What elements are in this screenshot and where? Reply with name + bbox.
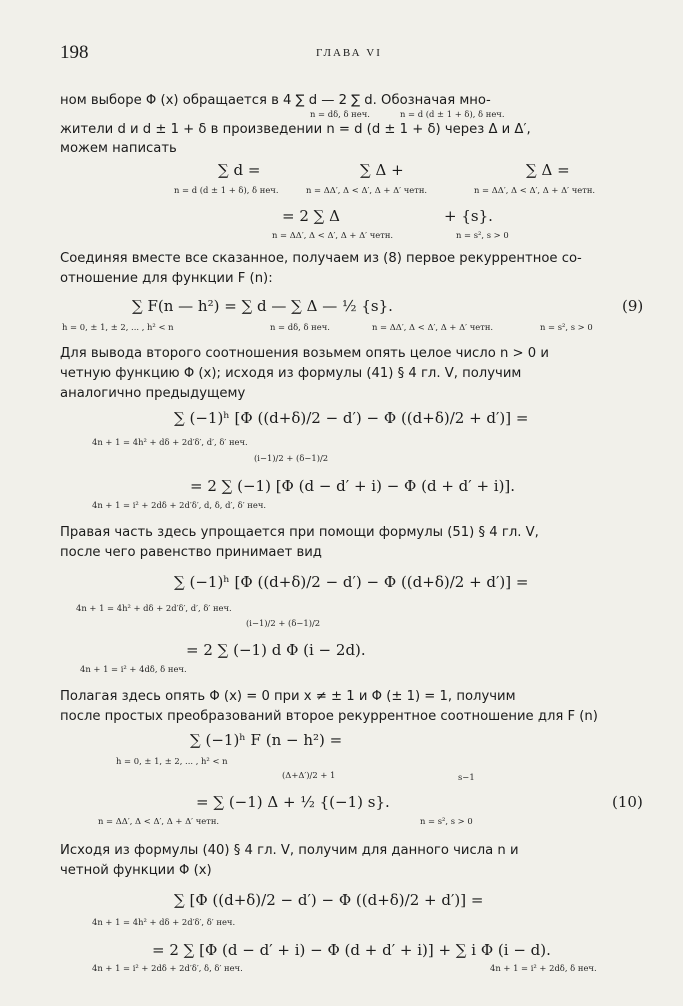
eqC-line1: ∑ (−1)ʰ [Φ ((d+δ)/2 − d′) − Φ ((d+δ)/2 + d′)] = <box>174 573 529 591</box>
eqD-sub2: 4n + 1 = i² + 2dδ + 2d′δ′, δ, δ′ неч. <box>92 963 243 973</box>
eq9-sub2: n = dδ, δ неч. <box>270 322 330 332</box>
para3-line1: Для вывода второго соотношения возьмем опять целое число n > 0 и <box>60 346 549 361</box>
eqA-line2-term2: + {s}. <box>444 207 493 225</box>
eq10-sub1: h = 0, ± 1, ± 2, ... , h² < n <box>116 756 228 766</box>
eqA-line2-sub1: n = ΔΔ′, Δ < Δ′, Δ + Δ′ четн. <box>272 230 394 240</box>
eqB-exponent: (i−1)/2 + (δ−1)/2 <box>254 453 329 463</box>
para1-line1: ном выборе Φ (x) обращается в 4 ∑ d — 2 ∑ d. Обозначая мно- <box>60 93 491 108</box>
eqB-line2: = 2 ∑ (−1) [Φ (d − d′ + i) − Φ (d + d′ + i)]. <box>190 477 516 495</box>
para5-line1: Полагая здесь опять Φ (x) = 0 при x ≠ ± 1 и Φ (± 1) = 1, получим <box>60 689 516 704</box>
eqB-sub2: 4n + 1 = i² + 2dδ + 2d′δ′, d, δ, d′, δ′ неч. <box>92 500 267 510</box>
para2-line2: отношение для функции F (n): <box>60 271 273 286</box>
eqB-sub1: 4n + 1 = 4h² + dδ + 2d′δ′, d′, δ′ неч. <box>92 437 248 447</box>
eqA-sub2: n = ΔΔ′, Δ < Δ′, Δ + Δ′ четн. <box>306 185 428 195</box>
para5-line2: после простых преобразований второе рекуррентное соотношение для F (n) <box>60 709 598 724</box>
eq9-sub3: n = ΔΔ′, Δ < Δ′, Δ + Δ′ четн. <box>372 322 494 332</box>
eq10-exponent1: (Δ+Δ′)/2 + 1 <box>282 770 336 780</box>
page-number: 198 <box>60 42 89 63</box>
chapter-title: ГЛАВА VI <box>316 47 382 59</box>
eq9-main: ∑ F(n — h²) = ∑ d — ∑ Δ — ½ {s}. <box>132 297 393 315</box>
eqC-line2: = 2 ∑ (−1) d Φ (i − 2d). <box>186 641 366 659</box>
eqA-term1: ∑ d = <box>218 161 261 179</box>
eqA-term2: ∑ Δ + <box>360 161 404 179</box>
eqC-exponent: (i−1)/2 + (δ−1)/2 <box>246 618 321 628</box>
eq10-exponent2: s−1 <box>458 772 475 782</box>
eq10-number: (10) <box>612 793 643 811</box>
eq10-sub2: n = ΔΔ′, Δ < Δ′, Δ + Δ′ четн. <box>98 816 220 826</box>
para1-line2: жители d и d ± 1 + δ в произведении n = d (d ± 1 + δ) через Δ и Δ′, <box>60 122 531 137</box>
eqB-line1: ∑ (−1)ʰ [Φ ((d+δ)/2 − d′) − Φ ((d+δ)/2 + d′)] = <box>174 409 529 427</box>
eq9-sub4: n = s², s > 0 <box>540 322 593 332</box>
para6-line2: четной функции Φ (x) <box>60 863 212 878</box>
eqD-sub3: 4n + 1 = i² + 2dδ, δ неч. <box>490 963 597 973</box>
eqA-term3: ∑ Δ = <box>526 161 570 179</box>
para1-line3: можем написать <box>60 141 177 156</box>
eqC-sub2: 4n + 1 = i² + 4dδ, δ неч. <box>80 664 187 674</box>
eqA-line2-term1: = 2 ∑ Δ <box>282 207 340 225</box>
eqC-sub1: 4n + 1 = 4h² + dδ + 2d′δ′, d′, δ′ неч. <box>76 603 232 613</box>
eq9-number: (9) <box>622 297 644 315</box>
para1-sum-sub2: n = d (d ± 1 + δ), δ неч. <box>400 109 505 119</box>
eqA-line2-sub2: n = s², s > 0 <box>456 230 509 240</box>
eqD-sub1: 4n + 1 = 4h² + dδ + 2d′δ′, δ′ неч. <box>92 917 236 927</box>
eq9-sub1: h = 0, ± 1, ± 2, ... , h² < n <box>62 322 174 332</box>
eq10-line2: = ∑ (−1) Δ + ½ {(−1) s}. <box>196 793 390 811</box>
para6-line1: Исходя из формулы (40) § 4 гл. V, получим для данного числа n и <box>60 843 519 858</box>
para4-line2: после чего равенство принимает вид <box>60 545 322 560</box>
para4-line1: Правая часть здесь упрощается при помощи формулы (51) § 4 гл. V, <box>60 525 539 540</box>
para2-line1: Соединяя вместе все сказанное, получаем из (8) первое рекуррентное со- <box>60 251 582 266</box>
eqA-sub3: n = ΔΔ′, Δ < Δ′, Δ + Δ′ четн. <box>474 185 596 195</box>
eqD-line2: = 2 ∑ [Φ (d − d′ + i) − Φ (d + d′ + i)] + ∑ i Φ (i − d). <box>152 941 551 959</box>
eq10-line1: ∑ (−1)ʰ F (n − h²) = <box>190 731 343 749</box>
eqA-sub1: n = d (d ± 1 + δ), δ неч. <box>174 185 279 195</box>
para3-line3: аналогично предыдущему <box>60 386 246 401</box>
eqD-line1: ∑ [Φ ((d+δ)/2 − d′) − Φ ((d+δ)/2 + d′)] = <box>174 891 484 909</box>
para1-sum-sub1: n = dδ, δ неч. <box>310 109 370 119</box>
para3-line2: четную функцию Φ (x); исходя из формулы (41) § 4 гл. V, получим <box>60 366 522 381</box>
eq10-sub3: n = s², s > 0 <box>420 816 473 826</box>
